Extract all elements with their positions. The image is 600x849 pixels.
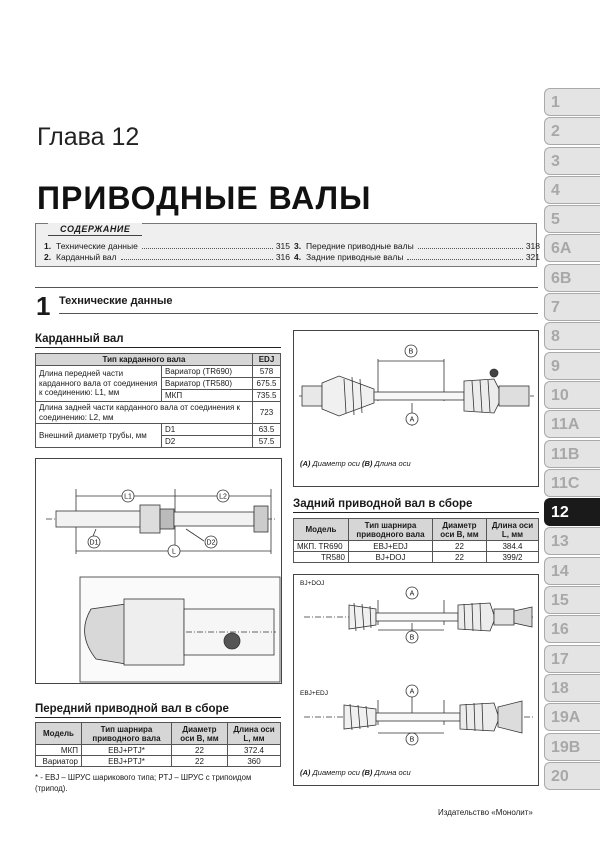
- chapter-tab[interactable]: 8: [544, 322, 600, 350]
- cardan-variant: D1: [162, 424, 253, 436]
- front-cell: 22: [172, 745, 228, 756]
- rear-cell: TR580: [294, 552, 349, 563]
- rear-shaft-figure: [293, 574, 539, 786]
- toc-item-number: 4.: [294, 252, 302, 262]
- rear-cell: BJ+DOJ: [349, 552, 433, 563]
- chapter-tab[interactable]: 19A: [544, 703, 600, 731]
- front-shaft-table: [35, 722, 281, 767]
- front-header: Диаметр оси B, мм: [172, 723, 228, 745]
- front-callout: B: [408, 348, 414, 356]
- chapter-tab[interactable]: 11B: [544, 440, 600, 468]
- footnote: * - EBJ – ШРУС шарикового типа; PTJ – ШРУС с трипоидом (трипод).: [35, 773, 252, 793]
- cardan-callout: L: [172, 548, 176, 556]
- publisher: Издательство «Монолит»: [438, 808, 533, 817]
- front-header: Модель: [36, 723, 82, 745]
- cardan-variant: Вариатор (TR580): [162, 378, 253, 390]
- caption-ref-a: (A): [300, 459, 311, 468]
- cardan-table: [35, 353, 281, 448]
- front-figure-caption: [300, 459, 411, 468]
- front-cell: EBJ+PTJ*: [82, 745, 172, 756]
- chapter-tab[interactable]: 4: [544, 176, 600, 204]
- rear-figure-tag: BJ+DOJ: [300, 580, 325, 587]
- section-number: 1: [36, 291, 51, 321]
- front-callout: A: [409, 416, 415, 424]
- cardan-value: 735.5: [253, 390, 281, 402]
- caption-text-a: Диаметр оси: [310, 459, 362, 468]
- rear-cell: 22: [433, 541, 487, 552]
- chapter-tab[interactable]: 7: [544, 293, 600, 321]
- toc-item-page: 318: [525, 241, 540, 251]
- chapter-tab[interactable]: 5: [544, 205, 600, 233]
- rear-header: Диаметр оси B, мм: [433, 519, 487, 541]
- chapter-tab-active[interactable]: 12: [544, 498, 600, 526]
- cardan-callout: L1: [124, 493, 132, 501]
- cardan-value: 723: [253, 402, 281, 424]
- toc-leader: [407, 259, 522, 260]
- rear-cell: EBJ+EDJ: [349, 541, 433, 552]
- chapter-label: Глава 12: [37, 123, 140, 151]
- rear-header: Длина оси L, мм: [487, 519, 539, 541]
- chapter-tab[interactable]: 6B: [544, 264, 600, 292]
- rear-header: Тип шарнира приводного вала: [349, 519, 433, 541]
- toc-item-number: 2.: [44, 252, 52, 262]
- caption-ref-b: (B): [361, 768, 373, 777]
- caption-text-b: Длина оси: [372, 768, 411, 777]
- chapter-tabs: [544, 88, 600, 791]
- toc-item-page: 315: [275, 241, 290, 251]
- chapter-tab[interactable]: 6A: [544, 234, 600, 262]
- front-cell: Вариатор: [36, 756, 82, 767]
- chapter-tab[interactable]: 20: [544, 762, 600, 790]
- section-rule-top: [35, 287, 538, 288]
- rear-callout: B: [409, 736, 415, 744]
- chapter-tab[interactable]: 11C: [544, 469, 600, 497]
- rear-shaft-heading: Задний приводной вал в сборе: [293, 498, 539, 513]
- toc-item-label: Технические данные: [56, 241, 138, 251]
- front-shaft-drawing: [294, 331, 540, 471]
- chapter-tab[interactable]: 3: [544, 147, 600, 175]
- cardan-heading: Карданный вал: [35, 333, 281, 348]
- page-title: ПРИВОДНЫЕ ВАЛЫ: [37, 180, 372, 216]
- cardan-shaft-figure: [35, 458, 282, 684]
- cardan-callout: D1: [89, 539, 99, 547]
- chapter-tab[interactable]: 16: [544, 615, 600, 643]
- section-rule-bottom: [59, 313, 538, 314]
- caption-ref-a: (A): [300, 768, 311, 777]
- chapter-tab[interactable]: 2: [544, 117, 600, 145]
- rear-cell: 22: [433, 552, 487, 563]
- chapter-tab[interactable]: 19B: [544, 733, 600, 761]
- chapter-tab[interactable]: 1: [544, 88, 600, 116]
- cardan-rear-label: Длина задней части карданного вала от соединения к соединению: L2, мм: [36, 402, 253, 424]
- cardan-front-label: Длина передней части карданного вала от соединения к соединению: L1, мм: [36, 366, 162, 402]
- toc-item-number: 3.: [294, 241, 302, 251]
- front-cell: 372.4: [228, 745, 281, 756]
- contents-heading: СОДЕРЖАНИЕ: [48, 223, 142, 236]
- chapter-tab[interactable]: 14: [544, 557, 600, 585]
- cardan-value: 63.5: [253, 424, 281, 436]
- toc-item[interactable]: [44, 252, 290, 263]
- rear-header: Модель: [294, 519, 349, 541]
- cardan-value: 675.5: [253, 378, 281, 390]
- cardan-variant: МКП: [162, 390, 253, 402]
- caption-text-b: Длина оси: [372, 459, 411, 468]
- toc-item-page: 321: [525, 252, 540, 262]
- cardan-variant: Вариатор (TR690): [162, 366, 253, 378]
- front-shaft-heading: Передний приводной вал в сборе: [35, 703, 281, 718]
- chapter-tab[interactable]: 9: [544, 352, 600, 380]
- contents-box: [35, 223, 540, 267]
- cardan-value: 578: [253, 366, 281, 378]
- rear-callout: A: [409, 688, 415, 696]
- rear-shaft-table: [293, 518, 539, 563]
- toc-item[interactable]: [294, 252, 540, 263]
- toc-item[interactable]: [44, 241, 290, 252]
- chapter-tab[interactable]: 18: [544, 674, 600, 702]
- toc-leader: [418, 248, 523, 249]
- front-cell: EBJ+PTJ*: [82, 756, 172, 767]
- cardan-callout: L2: [219, 493, 227, 501]
- rear-callout: B: [409, 634, 415, 642]
- rear-figure-tag: EBJ+EDJ: [300, 690, 328, 697]
- rear-cell: МКП. TR690: [294, 541, 349, 552]
- rear-figure-caption: [300, 768, 411, 777]
- chapter-tab[interactable]: 15: [544, 586, 600, 614]
- section-title: Технические данные: [59, 295, 173, 307]
- rear-cell: 384.4: [487, 541, 539, 552]
- cardan-header-type: Тип карданного вала: [36, 354, 253, 366]
- chapter-tab[interactable]: 10: [544, 381, 600, 409]
- toc-item-label: Карданный вал: [56, 252, 117, 262]
- front-cell: 360: [228, 756, 281, 767]
- caption-text-a: Диаметр оси: [310, 768, 362, 777]
- cardan-callout: D2: [206, 539, 216, 547]
- chapter-tab[interactable]: 13: [544, 527, 600, 555]
- toc-item[interactable]: [294, 241, 540, 252]
- toc-item-number: 1.: [44, 241, 52, 251]
- rear-shaft-drawing: [294, 575, 540, 770]
- cardan-header-edj: EDJ: [253, 354, 281, 366]
- front-header: Длина оси L, мм: [228, 723, 281, 745]
- front-header: Тип шарнира приводного вала: [82, 723, 172, 745]
- cardan-value: 57.5: [253, 436, 281, 448]
- rear-cell: 399/2: [487, 552, 539, 563]
- front-cell: 22: [172, 756, 228, 767]
- chapter-tab[interactable]: 11A: [544, 410, 600, 438]
- cardan-variant: D2: [162, 436, 253, 448]
- cardan-diam-label: Внешний диаметр трубы, мм: [36, 424, 162, 448]
- toc-leader: [121, 259, 273, 260]
- cardan-shaft-drawing: [36, 459, 283, 685]
- toc-leader: [142, 248, 273, 249]
- rear-callout: A: [409, 590, 415, 598]
- front-shaft-figure: [293, 330, 539, 487]
- chapter-tab[interactable]: 17: [544, 645, 600, 673]
- toc-item-label: Задние приводные валы: [306, 252, 404, 262]
- caption-ref-b: (B): [361, 459, 373, 468]
- toc-item-label: Передние приводные валы: [306, 241, 414, 251]
- front-cell: МКП: [36, 745, 82, 756]
- toc-item-page: 316: [275, 252, 290, 262]
